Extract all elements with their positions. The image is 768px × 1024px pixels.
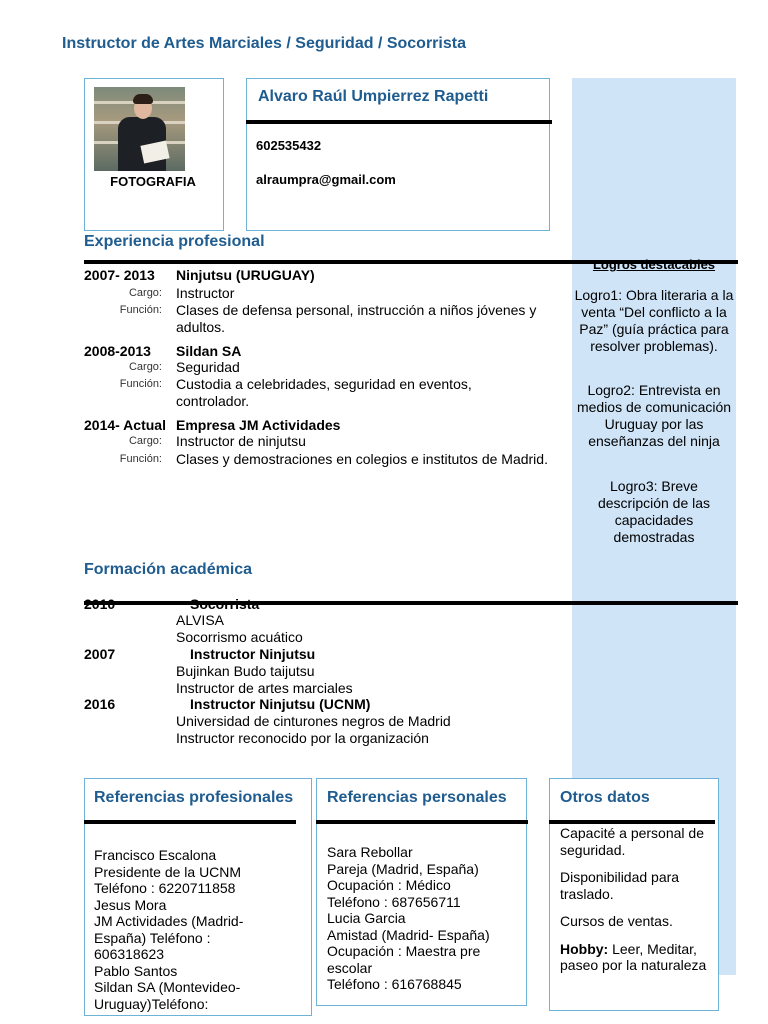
edu-year: 2007 (84, 646, 116, 662)
otros-item: Disponibilidad para traslado. (560, 869, 680, 902)
exp-cargo: Instructor de ninjutsu (176, 433, 306, 449)
otros-item: Cursos de ventas. (560, 913, 673, 929)
exp-funcion: Clases y demostraciones en colegios e institutos de Madrid. (176, 451, 548, 467)
cargo-label: Cargo: (128, 435, 162, 447)
exp-company: Ninjutsu (URUGUAY) (176, 267, 315, 283)
ref-pers-line: escolar (327, 959, 373, 976)
ref-prof-line: Francisco Escalona (94, 847, 217, 863)
edu-line: Socorrismo acuático (176, 629, 303, 645)
name-divider (246, 120, 552, 124)
edu-title: Instructor Ninjutsu (190, 646, 316, 662)
exp-cargo: Instructor (176, 285, 235, 301)
exp-company: Sildan SA (176, 343, 242, 359)
cargo-label: Cargo: (128, 361, 162, 373)
exp-funcion: Custodia a celebridades, seguridad en eventos, controlador. (176, 376, 472, 409)
edu-title: Instructor Ninjutsu (UCNM) (190, 696, 371, 712)
otros-list (560, 825, 710, 974)
ref-prof-title: Referencias profesionales (94, 789, 294, 806)
funcion-label: Función: (119, 304, 162, 316)
contact-email: alraumpra@gmail.com (256, 172, 396, 187)
education-title: Formación académica (84, 561, 253, 578)
funcion-label: Función: (119, 378, 162, 390)
ref-prof-line: España) Teléfono : (94, 929, 211, 946)
logro-item: Logro3: Breve descripción de las capacidades demostradas (597, 478, 711, 545)
contact-phone: 602535432 (256, 138, 322, 153)
exp-years: 2014- Actual (84, 417, 166, 433)
hobby-text: Leer, Meditar, paseo por la naturaleza (560, 940, 707, 973)
ref-prof-line: Pablo Santos (94, 962, 178, 979)
edu-year: 2016 (84, 696, 116, 712)
ref-prof-line: Jesus Mora (94, 896, 167, 913)
ref-prof-line: Sildan SA (Montevideo- (94, 979, 241, 995)
hobby-label: Hobby: (560, 940, 609, 957)
exp-funcion: Clases de defensa personal, instrucción a niños jóvenes y adultos. (176, 302, 537, 335)
exp-cargo: Seguridad (176, 359, 240, 375)
edu-line: Instructor reconocido por la organización (176, 730, 429, 746)
ref-prof-list (94, 847, 306, 1012)
ref-pers-title: Referencias personales (327, 789, 507, 806)
cargo-label: Cargo: (128, 287, 162, 299)
logro-item: Logro1: Obra literaria a la venta “Del conflicto a la Paz” (guía práctica para resolver problemas). (574, 287, 734, 354)
ref-prof-line: 606318623 (94, 946, 165, 962)
ref-pers-list (327, 844, 523, 993)
edu-line: Instructor de artes marciales (176, 680, 353, 696)
ref-pers-line: Amistad (Madrid- España) (327, 926, 490, 943)
otros-divider (549, 820, 715, 824)
ref-pers-divider (316, 820, 528, 824)
edu-line: Universidad de cinturones negros de Madrid (176, 713, 451, 729)
otros-hobby (560, 941, 710, 974)
ref-pers-line: Teléfono : 687656711 (327, 893, 461, 910)
exp-years: 2008-2013 (84, 343, 151, 359)
contact-name: Alvaro Raúl Umpierrez Rapetti (258, 88, 489, 105)
education-divider (84, 601, 738, 605)
edu-line: ALVISA (176, 612, 224, 628)
photo-label: FOTOGRAFIA (110, 174, 196, 189)
ref-pers-line: Pareja (Madrid, España) (327, 860, 479, 877)
ref-pers-line: Ocupación : Maestra pre (327, 943, 481, 959)
ref-prof-line: Uruguay)Teléfono: (94, 995, 209, 1012)
logro-item: Logro2: Entrevista en medios de comunicación Uruguay por las enseñanzas del ninja (576, 382, 732, 449)
experience-title: Experiencia profesional (84, 233, 265, 250)
otros-title: Otros datos (560, 789, 650, 806)
ref-prof-line: JM Actividades (Madrid- (94, 913, 244, 929)
page-title: Instructor de Artes Marciales / Seguridad / Socorrista (62, 35, 466, 52)
ref-pers-line: Ocupación : Médico (327, 877, 451, 893)
ref-pers-line: Sara Rebollar (327, 844, 413, 860)
exp-years: 2007- 2013 (84, 267, 155, 283)
otros-item: Capacité a personal de seguridad. (560, 825, 704, 858)
edu-line: Bujinkan Budo taijutsu (176, 663, 315, 679)
exp-company: Empresa JM Actividades (176, 417, 341, 433)
profile-photo (94, 87, 185, 171)
ref-pers-line: Teléfono : 616768845 (327, 976, 462, 992)
ref-pers-line: Lucia Garcia (327, 910, 406, 926)
funcion-label: Función: (119, 453, 162, 465)
logros-title: Logros destacables (592, 257, 716, 272)
ref-prof-line: Teléfono : 6220711858 (94, 880, 236, 896)
ref-prof-divider (84, 820, 296, 824)
ref-prof-line: Presidente de la UCNM (94, 863, 242, 880)
